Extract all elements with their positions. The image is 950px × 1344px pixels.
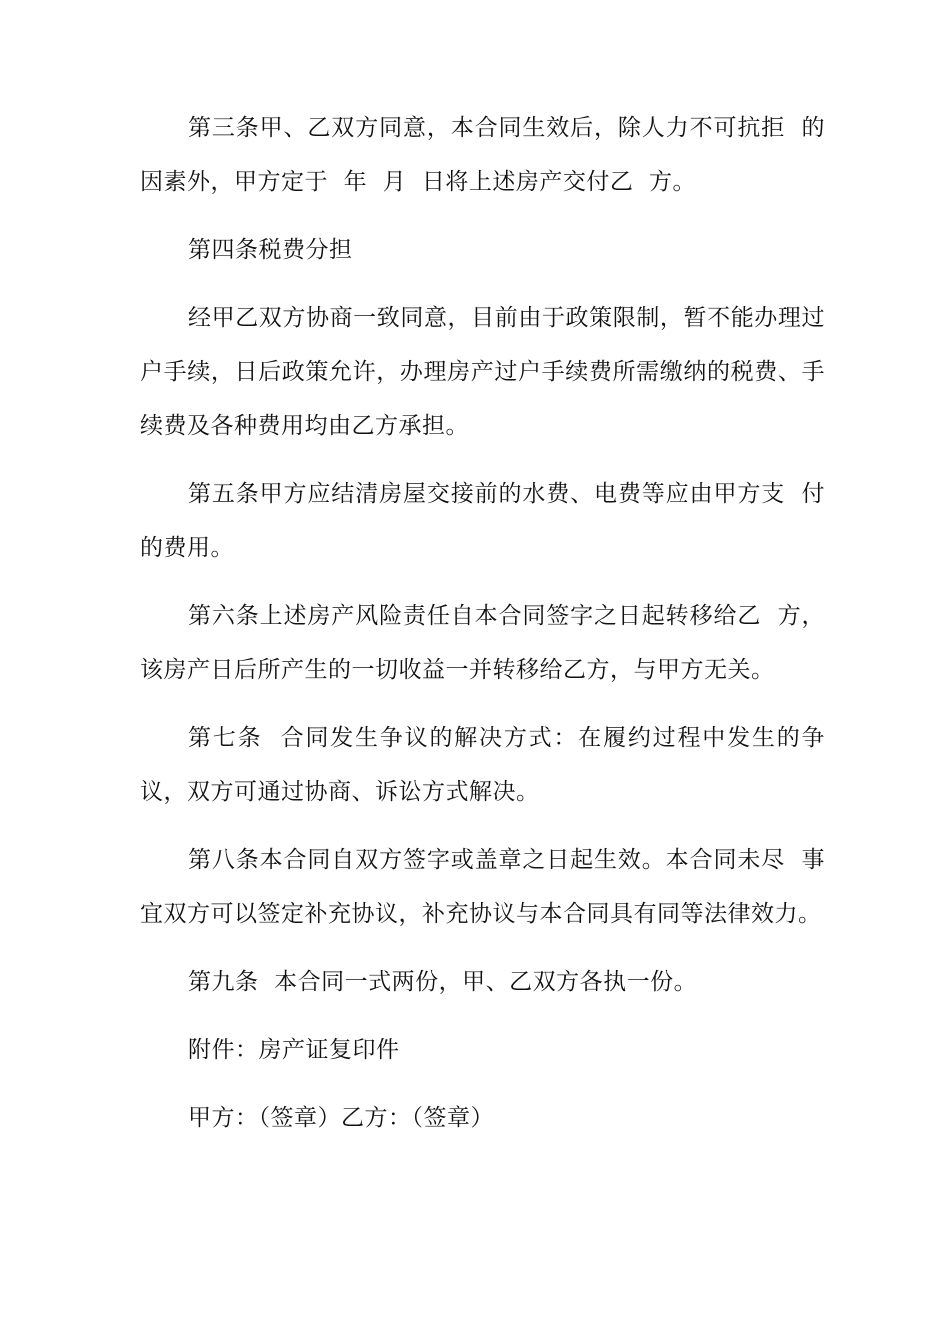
clause-8-effect: 第八条本合同自双方签字或盖章之日起生效。本合同未尽 事宜双方可以签定补充协议，补充协议与本合同具有同等法律效力。 bbox=[140, 847, 825, 927]
clause-9-copies: 第九条 本合同一式两份，甲、乙双方各执一份。 bbox=[188, 969, 698, 995]
clause-4-heading: 第四条税费分担 bbox=[188, 237, 353, 263]
signature-line: 甲方：（签章）乙方：（签章） bbox=[188, 1105, 494, 1131]
contract-body bbox=[140, 101, 825, 1159]
clause-3-delivery: 第三条甲、乙双方同意，本合同生效后，除人力不可抗拒 的因素外，甲方定于 年 月 日将上述房产交付乙 方。 bbox=[140, 115, 825, 195]
attachment-line: 附件：房产证复印件 bbox=[188, 1037, 400, 1063]
clause-5-utilities: 第五条甲方应结清房屋交接前的水费、电费等应由甲方支 付的费用。 bbox=[140, 481, 825, 561]
clause-4-tax-text: 经甲乙双方协商一致同意，目前由于政策限制，暂不能办理过户手续，日后政策允许，办理房产过户手续费所需缴纳的税费、手续费及各种费用均由乙方承担。 bbox=[140, 305, 825, 439]
clause-7-dispute: 第七条 合同发生争议的解决方式：在履约过程中发生的争议，双方可通过协商、诉讼方式解决。 bbox=[140, 725, 825, 805]
clause-6-risk: 第六条上述房产风险责任自本合同签字之日起转移给乙 方，该房产日后所产生的一切收益一并转移给乙方，与甲方无关。 bbox=[140, 603, 825, 683]
